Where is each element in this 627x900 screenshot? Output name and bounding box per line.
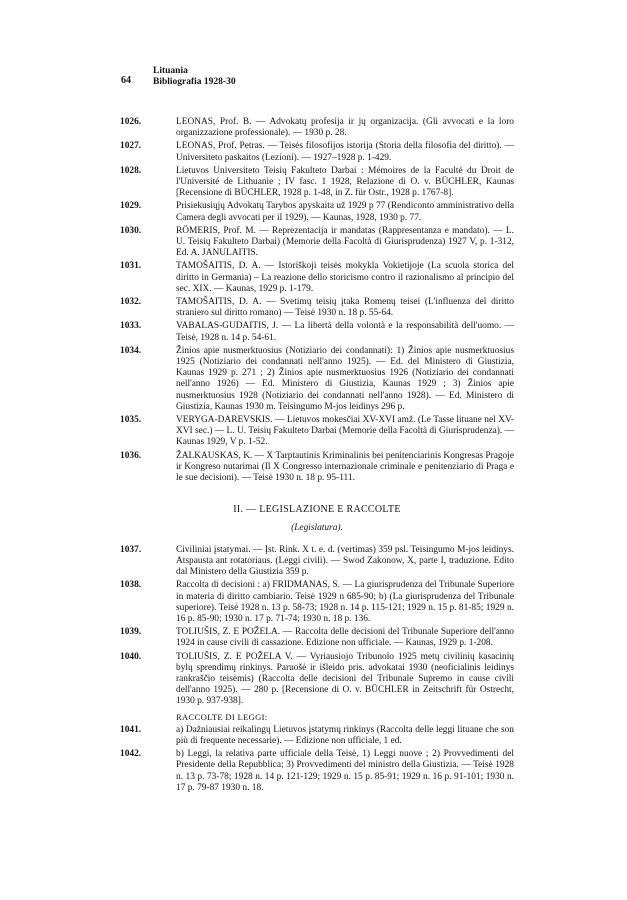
bibliography-entry <box>120 627 514 649</box>
entry-number: 1036. <box>120 450 142 461</box>
entry-number: 1027. <box>120 141 142 152</box>
bibliography-entry <box>120 652 514 708</box>
bibliography-entry <box>120 415 514 449</box>
entry-text: Prisiekusiųjų Advokatų Tarybos apyskaita už 1929 p 77 (Rendiconto amministrativo della Camera degli avvocati per il 1929). — Kaunas, 1928, 1930 p. 77. <box>176 201 514 223</box>
page-body <box>120 117 514 796</box>
entries-legislation <box>120 545 514 708</box>
entries-laws <box>120 725 514 794</box>
entry-text: a) Dažniausiai reikalingų Lietuvos įstatymų rinkinys (Raccolta delle leggi lituane che son più di frequente necessarie). — Edizione non ufficiale, 1 ed. <box>176 724 514 746</box>
entry-text: TOLIUŠIS, Z. E POŽELA. — Raccolta delle decisioni del Tribunale Superiore dell'anno 1924 in cause civili di cassazione. Edizione non ufficiale. — Kaunas, 1929 p. 1-208. <box>176 627 514 649</box>
entry-text: Žinios apie nusmerktuosius (Notiziario dei condannati): 1) Žinios apie nusmerktuosius 1925 (Notiziario dei condannati nell'anno 1925). — Ed. del Ministero di Giustizia, Kaunas 1929 p. 271 ; 2) Žinios apie nusmerktuosius 1926 (Notiziario dei condannati nell'anno 1926) — Ed. Ministero di Giustizia, Kaunas 1929 ; 3) Žinios apie nusmerktuosius 1928 (Notiziario dei condannati nell'anno 1928). — Ed. Ministero di Giustizia, Kaunas 1930 m. Teisingumo M-jos leidinys 296 p. <box>176 345 514 412</box>
entry-text: Civiliniai įstatymai. — Įst. Rink. X t. e. d. (vertimas) 359 psl. Teisingumo M-jos leidinys. Atspausta ant rotatoriaus. (Leggi civili). — Swod Zakonow, X, parte I, traduzione. Edito dal Ministero della Giustizia 359 p. <box>176 544 514 578</box>
entry-text: VABALAS-GUDAITIS, J. — La libertà della volontà e la responsabilità dell'uomo. — Teisė, 1928 n. 14 p. 54-61. <box>176 321 514 343</box>
entry-text: Lietuvos Universiteto Teisių Fakulteto Darbai : Mémoires de la Faculté du Droit de l'Université de Lithuanie ; IV fasc. 1 1928, Relazione di O. v. BÜCHLER, Kaunas [Recensione di BÜCHLER, 1928 p. 1-48, in Z. für Ostr., 1928 p. 1767-8]. <box>176 165 514 199</box>
entry-number: 1042. <box>120 749 142 760</box>
entry-text: RÖMERIS, Prof. M. — Reprezentacija ir mandatas (Rappresentanza e mandato). — L. U. Teisių Fakulteto Darbai) (Memorie della Facoltà di Giurisprudenza) 1927 V, p. 1-312, Ed. A. JANULAITIS. <box>176 225 514 259</box>
entry-number: 1038. <box>120 580 142 591</box>
entry-number: 1028. <box>120 165 142 176</box>
bibliography-entry <box>120 166 514 200</box>
bibliography-entry <box>120 580 514 625</box>
entry-number: 1035. <box>120 415 142 426</box>
entry-number: 1039. <box>120 627 142 638</box>
header-line-bibliography: Bibliografia 1928-30 <box>153 77 236 87</box>
bibliography-entry <box>120 346 514 413</box>
entry-text: LEONAS, Prof. Petras. — Teisės filosofijos istorija (Storia della filosofia del diritto). — Universiteto paskaitos (Lezioni). — 1927–1928 p. 1-429. <box>176 141 514 163</box>
entry-text: TOLIUŠIS, Z. E POŽELA V. — Vyriausiojo Tribunolo 1925 metų civilinių kasacinių bylų sprendimų rinkinys. Paruošė ir išleido pris. advokatai 1930 (neoficialinis leidinys rankraščio teisėmis) (Raccolta delle decisioni del Tribunale Supremo in cause civili dell'anno 1925). — 280 p. [Recensione di O. v. BÜCHLER in Zeitschrift für Ostrecht, 1930 p. 937-938]. <box>176 651 514 707</box>
bibliography-entry <box>120 261 514 295</box>
bibliography-entry <box>120 321 514 343</box>
entry-number: 1031. <box>120 261 142 272</box>
bibliography-entry <box>120 451 514 485</box>
entry-number: 1041. <box>120 724 142 735</box>
section-title: II. — LEGISLAZIONE E RACCOLTE <box>233 504 401 516</box>
bibliography-entry <box>120 226 514 260</box>
entry-number: 1026. <box>120 117 142 127</box>
bibliography-entry <box>120 201 514 223</box>
bibliography-entry <box>120 297 514 319</box>
header-title <box>153 66 236 88</box>
entry-number: 1029. <box>120 201 142 212</box>
entry-number: 1033. <box>120 321 142 332</box>
entries-doctrine <box>120 117 514 484</box>
section-subtitle: (Legislatura). <box>291 522 343 533</box>
entry-text: VERYGA-DAREVSKIS. — Lietuvos mokesčiai XV-XVI amž. (Le Tasse lituane nel XV-XVI sec.) — L. U. Teisių Fakulteto Darbai (Memorie della Facoltà di Giurisprudenza). — Kaunas 1929, V p. 1-52. <box>176 415 514 448</box>
entry-text: Raccolta di decisioni : a) FRIDMANAS, S. — La giurisprudenza del Tribunale Superiore in materia di diritto cambiario. Teisė 1929 n 685-90; b) (La giurisprudenza del Tribunale superiore). Teisė 1928 n. 13 p. 58-73; 1928 n. 14 p. 115-121; 1929 n. 15 p. 81-85; 1929 n. 16 p. 85-90; 1930 n. 17 p. 71-74; 1930 n. 18 p. 136. <box>176 580 514 624</box>
entry-number: 1034. <box>120 345 142 356</box>
bibliography-entry <box>120 725 514 747</box>
page-number: 64 <box>121 75 131 86</box>
group-heading: RACCOLTE DI LEGGI: <box>176 711 268 722</box>
bibliography-entry <box>120 141 514 163</box>
entry-text: b) Leggi, la relativa parte ufficiale della Teisė, 1) Leggi nuove ; 2) Provvedimenti del Presidente della Repubblica; 3) Provvedimenti del ministro della Giustizia. — Teisė 1928 n. 13 p. 73-78; 1928 n. 14 p. 121-129; 1929 n. 15 p. 85-91; 1929 n. 16 p. 91-101; 1930 n. 17 p. 79-87 1930 n. 18. <box>176 749 514 793</box>
entry-text: ŽALKAUSKAS, K. — X Tarptautinis Kriminalinis bei penitenciarinis Kongresas Pragoje ir Kongreso nutarimai (Il X Congresso internazionale criminale e penitenziario di Praga e le sue decisioni). — Teisė 1930 n. 18 p. 95-111. <box>176 450 514 484</box>
entry-number: 1032. <box>120 297 142 308</box>
entry-text: LEONAS, Prof. B. — Advokatų profesija ir jų organizacija. (Gli avvocati e la loro organizzazione professionale). — 1930 p. 28. <box>176 117 514 139</box>
header-line-country: Lituania <box>153 66 188 76</box>
entry-text: TAMOŠAITIS, D. A. — Svetimų teisių įtaka Romenų teisei (L'influenza del diritto straniero sul diritto romano) — Teisė 1930 n. 18 p. 55-64. <box>176 297 514 319</box>
bibliography-entry <box>120 545 514 579</box>
entry-number: 1030. <box>120 225 142 236</box>
entry-text: TAMOŠAITIS, D. A. — Istoriškoji teisės mokykla Vokietijoje (La scuola storica del diritto in Germania) – La reazione dello storicismo contro il razionalismo al principio del sec. XIX. — Kaunas, 1929 p. 1-179. <box>176 261 514 294</box>
bibliography-entry <box>120 117 514 139</box>
bibliography-entry <box>120 749 514 794</box>
entry-number: 1037. <box>120 544 142 555</box>
entry-number: 1040. <box>120 651 142 662</box>
